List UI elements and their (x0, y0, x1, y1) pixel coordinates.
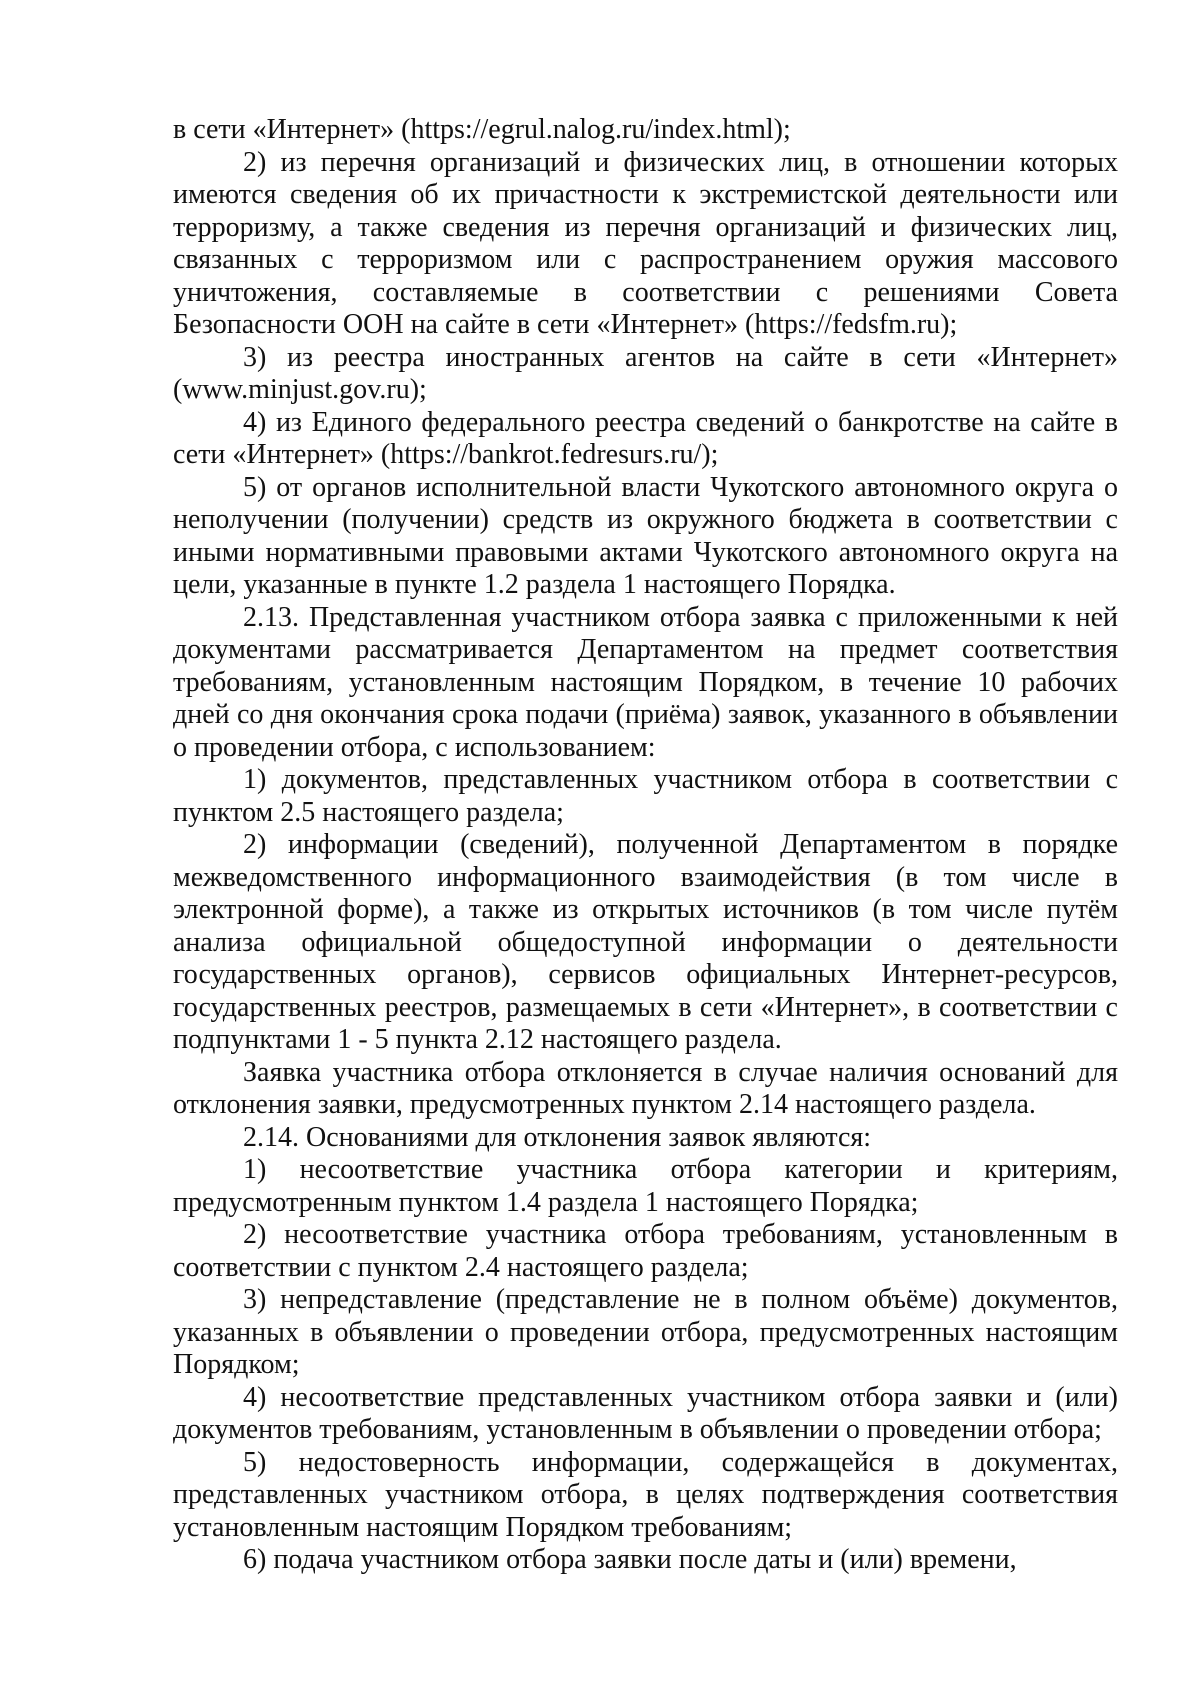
paragraph-egrul-link: в сети «Интернет» (https://egrul.nalog.ru/index.html); (173, 114, 791, 145)
paragraph-2-14-item-3: 3) непредставление (представление не в полном объёме) документов, указанных в объявлении о проведении отбора, предусмотренных настоящим Порядком; (173, 1284, 1118, 1380)
paragraph-2-14-item-2: 2) несоответствие участника отбора требованиям, установленным в соответствии с пунктом 2.4 настоящего раздела; (173, 1219, 1118, 1283)
paragraph-2-14: 2.14. Основаниями для отклонения заявок являются: (243, 1121, 872, 1153)
paragraph-item-4-bankruptcy: 4) из Единого федерального реестра сведений о банкротстве на сайте в сети «Интернет» (https://bankrot.fedresurs.ru/); (173, 406, 1118, 470)
paragraph-rejection-note: Заявка участника отбора отклоняется в случае наличия оснований для отклонения заявки, предусмотренных пунктом 2.14 настоящего раздела. (173, 1056, 1118, 1120)
paragraph-item-3-foreign-agents: 3) из реестра иностранных агентов на сайте в сети «Интернет» (www.minjust.gov.ru); (173, 341, 1118, 405)
paragraph-2-13: 2.13. Представленная участником отбора заявка с приложенными к ней документами рассматривается Департаментом на предмет соответствия требованиям, установленным настоящим Порядком, в течение 10 рабочих дней со дня окончания срока подачи (приёма) заявок, указанного в объявлении о проведении отбора, с использованием: (173, 601, 1118, 763)
paragraph-2-13-item-2: 2) информации (сведений), полученной Департаментом в порядке межведомственного информационного взаимодействия (в том числе в электронной форме), а также из открытых источников (в том числе путём анализа официальной общедоступной информации о деятельности государственных органов), сервисов официальных Интернет-ресурсов, государственных реестров, размещаемых в сети «Интернет», в соответствии с подпунктами 1 - 5 пункта 2.12 настоящего раздела. (173, 829, 1118, 1055)
paragraph-2-14-item-5: 5) недостоверность информации, содержащейся в документах, представленных участником отбора, в целях подтверждения соответствия установленным настоящим Порядком требованиям; (173, 1446, 1118, 1543)
paragraph-2-14-item-1: 1) несоответствие участника отбора категории и критериям, предусмотренным пунктом 1.4 раздела 1 настоящего Порядка; (173, 1154, 1118, 1218)
paragraph-2-14-item-6: 6) подача участником отбора заявки после даты и (или) времени, (243, 1544, 1017, 1575)
paragraph-2-14-item-4: 4) несоответствие представленных участником отбора заявки и (или) документов требованиям, установленным в объявлении о проведении отбора; (173, 1381, 1118, 1445)
paragraph-item-5-executive-bodies: 5) от органов исполнительной власти Чукотского автономного округа о неполучении (получении) средств из окружного бюджета в соответствии с иными нормативными правовыми актами Чукотского автономного округа на цели, указанные в пункте 1.2 раздела 1 настоящего Порядка. (173, 471, 1118, 600)
paragraph-item-2-terror-list: 2) из перечня организаций и физических лиц, в отношении которых имеются сведения об их причастности к экстремистской деятельности или терроризму, а также сведения из перечня организаций и физических лиц, связанных с терроризмом или с распространением оружия массового уничтожения, составляемые в соответствии с решениями Совета Безопасности ООН на сайте в сети «Интернет» (https://fedsfm.ru); (173, 146, 1118, 340)
document-page (173, 114, 1118, 1577)
paragraph-2-13-item-1: 1) документов, представленных участником отбора в соответствии с пунктом 2.5 настоящего раздела; (173, 764, 1118, 828)
